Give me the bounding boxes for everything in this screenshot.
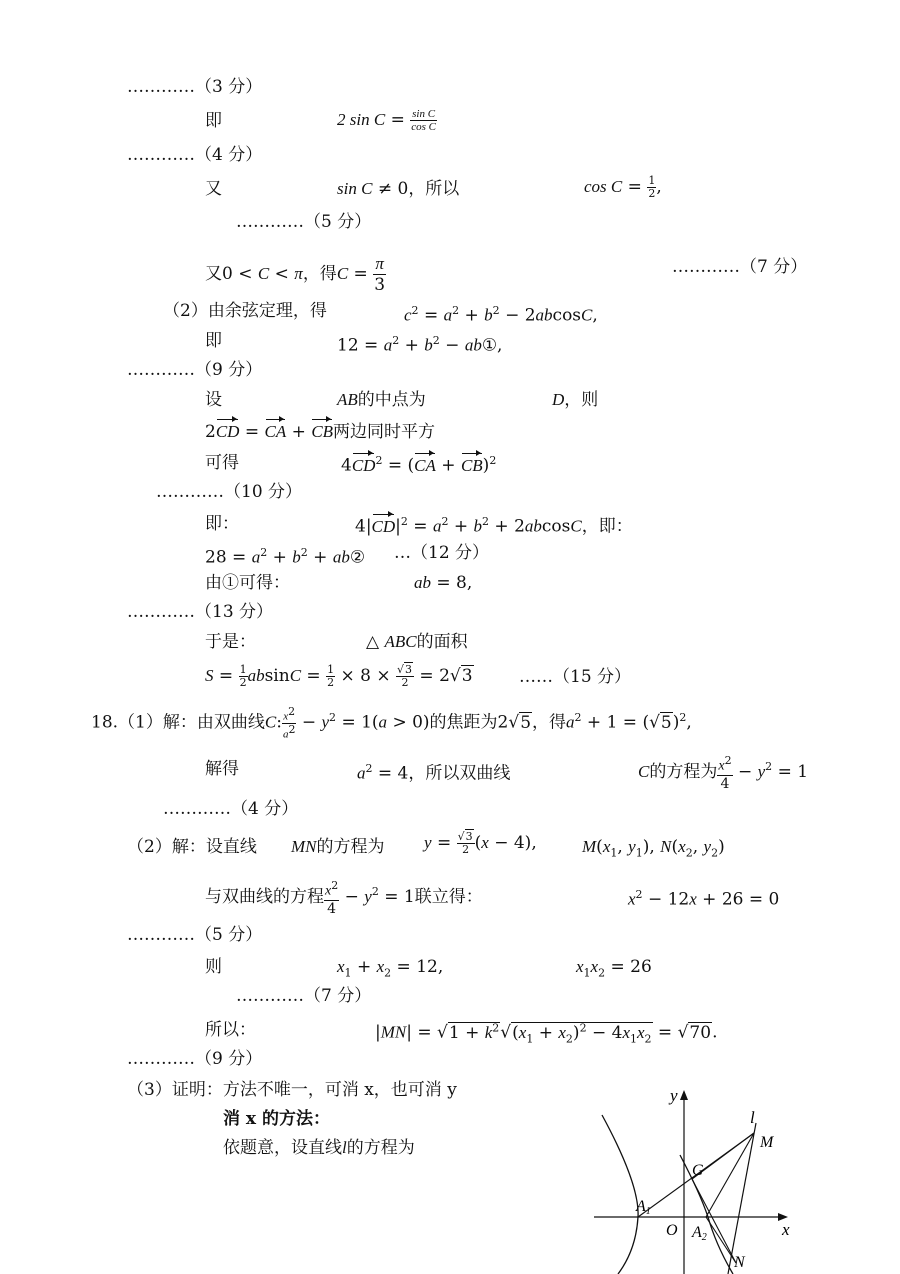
score-mark-9: …………（9 分）: [127, 360, 263, 380]
score-mark-3: …………（3 分）: [127, 77, 263, 97]
word-ji-colon: 即：: [205, 514, 239, 534]
label-l: l: [750, 1108, 755, 1127]
equation-ab: ab = 8,: [414, 573, 473, 593]
method-heading: 消 x 的方法：: [223, 1109, 330, 1129]
condition-C-range: 又0 < C < π，得C = $\frac{\pi}{3}$: [205, 254, 386, 295]
part2-label: （2）由余弦定理，得: [163, 301, 327, 321]
equation-cosine-law: $c^2 = a^2 + b^2 - 2abcosC$,: [404, 304, 598, 326]
equation-area: S = $\frac{1}{2}$ absinC = $\frac{1}{2}$ × 8 × $\frac{√3}{2}$ = 2√3: [205, 663, 473, 689]
score-mark-4: …………（4 分）: [127, 145, 263, 165]
mn-equation-text: MN的方程为: [291, 837, 385, 857]
label-o: O: [666, 1222, 678, 1239]
hyperbola-figure: [588, 1085, 798, 1274]
midpoint-text: AB的中点为: [337, 390, 426, 410]
chord-length-equation: $|MN| = √1 + k^2√(x_1 + x_2)^2 - 4x_1x_2 = √70$.: [375, 1021, 718, 1046]
label-a1: A1: [636, 1198, 651, 1217]
point-D: D，则: [552, 390, 599, 410]
hyperbola-equation: C的方程为 $\frac{x^2}{4}$ − $y^2 = 1$: [638, 754, 809, 792]
equation-vector-expand: $4|CD|^2 = a^2 + b^2 + 2abcosC$，即：: [355, 515, 633, 537]
q18-part3-label: （3）证明：方法不唯一，可消 x，也可消 y: [127, 1080, 457, 1100]
segment-g-n: [692, 1179, 736, 1263]
vieta-sum: $x_1 + x_2 = 12$,: [337, 957, 444, 980]
triangle-area-text: △ ABC的面积: [366, 632, 468, 652]
hyperbola-left-branch: [602, 1115, 638, 1274]
score-mark-10: …………（10 分）: [156, 482, 303, 502]
y-axis-arrow: [680, 1090, 688, 1100]
score-mark-7: …………（7 分）: [672, 257, 808, 277]
equation-a-squared: $a^2 = 4$，所以双曲线: [357, 762, 511, 784]
label-x: x: [782, 1220, 790, 1239]
q18-part1-line: 18.（1）解：由双曲线C: $\frac{x^2}{a^2}$ − $y^2 = 1(a > 0)$的焦距为2√5，得$a^2 + 1 = (√5)^2$,: [91, 705, 692, 741]
points-mn: $M(x_1$, $y_1$), $N(x_2$, $y_2$): [582, 837, 725, 860]
word-ji-2: 即: [205, 331, 222, 351]
q18-score-mark-4: …………（4 分）: [163, 799, 299, 819]
score-mark-12: …（12 分）: [394, 543, 490, 563]
q18-score-mark-9: …………（9 分）: [127, 1049, 263, 1069]
line-l: [728, 1123, 756, 1274]
word-you: 又: [205, 179, 222, 199]
word-jiede: 解得: [205, 759, 239, 779]
label-n: N: [734, 1254, 745, 1271]
equation-1: $12 = a^2 + b^2$ − ab①,: [337, 334, 503, 356]
equation-2: $28 = a^2 + b^2$ + ab②: [205, 546, 366, 568]
word-you1kede: 由①可得：: [205, 573, 290, 593]
q18-score-mark-5: …………（5 分）: [127, 925, 263, 945]
segment-a2-n: [706, 1217, 736, 1263]
q18-score-mark-7: …………（7 分）: [236, 986, 372, 1006]
hyperbola-right-branch: [680, 1155, 733, 1274]
equation-2sinC: 2 sin C = $\frac{\text{sin C}}{\text{cos C}}$: [337, 108, 436, 133]
vieta-product: $x_1x_2 = 26$: [576, 957, 652, 980]
line-l-setup: 依题意，设直线l的方程为: [223, 1138, 415, 1158]
word-yushi: 于是：: [205, 632, 256, 652]
q18-part2-label: （2）解：设直线: [127, 837, 257, 857]
label-g: G: [692, 1162, 704, 1179]
word-ji: 即: [205, 111, 222, 131]
word-suoyi-colon: 所以：: [205, 1020, 256, 1040]
simultaneous-text: 与双曲线的方程 $\frac{x^2}{4}$ − $y^2 = 1$联立得：: [205, 879, 483, 917]
score-mark-13: …………（13 分）: [127, 602, 274, 622]
equation-vector-square: $4CD^2 = (CA + CB)^2$: [341, 454, 497, 476]
word-she: 设: [205, 390, 222, 410]
word-suoyi: ，所以: [408, 179, 460, 199]
score-mark-5: …………（5 分）: [236, 212, 372, 232]
line-mn-equation: y = $\frac{√3}{2}$ (x − 4),: [424, 830, 537, 856]
equation-sinC-nonzero: sin C ≠ 0，所以: [337, 179, 460, 199]
quadratic-equation: $x^2 - 12x + 26 = 0$: [628, 888, 780, 910]
equation-vector-cd: 2CD = CA + CB两边同时平方: [205, 419, 435, 443]
label-a2: A2: [692, 1224, 707, 1243]
label-m: M: [760, 1134, 774, 1151]
word-kede: 可得: [205, 453, 239, 473]
equation-cosC: cos C = $\frac{1}{2}$ ,: [584, 174, 662, 200]
word-ze: 则: [205, 957, 222, 977]
score-mark-15: ……（15 分）: [519, 667, 632, 687]
label-y: y: [670, 1086, 678, 1105]
